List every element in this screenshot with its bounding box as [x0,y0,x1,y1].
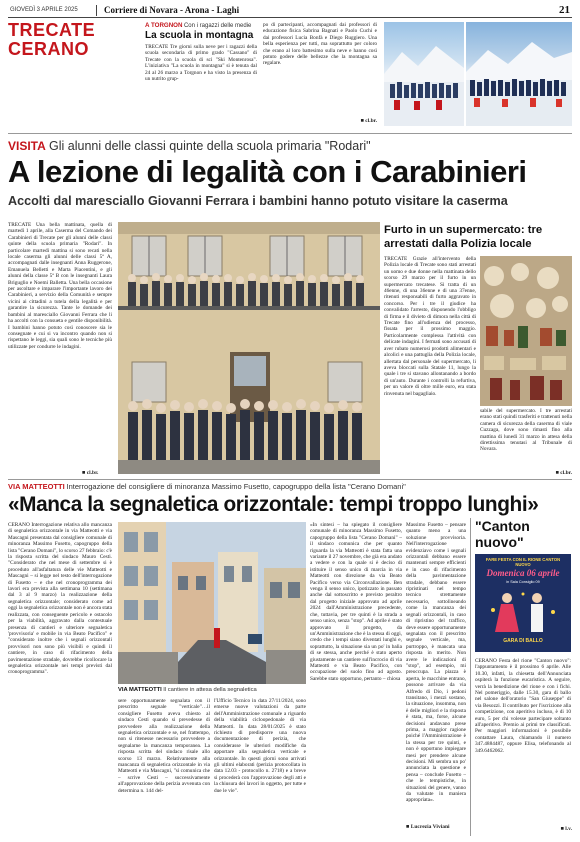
canton-signature: ■ l.v. [560,826,572,832]
canton-poster-dancers [481,590,565,636]
canton-poster-date: Domenica 06 aprile [486,568,560,578]
montagna-title: La scuola in montagna [145,30,254,41]
section-label [8,21,136,67]
matteotti-strap-text: Interrogazione del consigliere di minoranza Massimo Fusetto, capogruppo della lista "Cerano Domani" [66,482,406,491]
matteotti-caption-location: VIA MATTEOTTI [118,687,162,693]
furto-col-2: sabile del supermercato. I tre arrestati erano stati quindi trasferiti e trattenuti nella camera di sicurezza della caserma di viale Cuzzaga, dove sono rimasti fino alla mattina di lunedì 31 marzo in attesa della direttissima tenutasi al Tribunale di Novara. [480,408,572,453]
visita-subtitle: Accolti dal maresciallo Giovanni Ferrara i bambini hanno potuto visitare la caserma [8,194,508,208]
header-page-number: 21 [559,4,570,16]
canton-poster [475,554,571,652]
matteotti-col-3: l'Ufficio Tecnico in data 27/11/2024, sono emerse nuove valutazioni da parte dell'Amministrazione comunale a riguardo della viabilità cicloopedonale di via Matteotti. In data 28/01/2025 è stato richiesto di predisporre una nuova documentazione di perizia, che considerasse le ulteriori modifiche da apportare alla segnaletica verticale e orizzontale. In questi giorni sono arrivati gli ultimi elaborati (perizia protocollata in data 12.03 - protocollo n. 2718) e a breve si procederà con l'approvazione degli atti e la chiusura dei lavori in oggetto, per tutte e due le vie". [214,698,306,794]
section-label-trecate: TRECATE [8,20,96,40]
furto-title: Furto in un supermercato: tre arrestati dalla Polizia locale [384,224,543,250]
matteotti-kicker: VIA MATTEOTTI [8,482,65,491]
visita-title: A lezione di legalità con i Carabinieri [8,154,527,189]
matteotti-title: «Manca la segnaletica orizzontale: tempi troppo lunghi» [8,493,539,516]
matteotti-col-5: Massimo Fusetto – pensare quanto meno a una soluzione provvisoria. Nell'interrogazione evidenziavo come i segnali orizzontali debbano essere mantenuti sempre efficienti e in caso di rifacimento della pavimentazione stradale, debbano essere ripristinati nel tempo tecnico strettamente necessario, sottolineando come la mancanza dei segnali orizzontali, in caso di ripristino del traffico, deve essere opportunamente segnalata con il prescritto segnale verticale, ma, purtroppo, è mancata una risposta in merito. Non avere le indicazioni di "stop", ad esempio, mi preoccupa. La piazza è aperta, le macchine entrano, possono arrivare da via Alfredo di Dio, i pedoni transitano, i mezzi sostano, la situazione, insomma, non è delle migliori e la risposta è stata, ma, forse, alcune decisioni andavano prese prima, a maggior ragione poiché l'Amministrazione è la stessa per tre quinti, e non è opportuno impiegare mesi per prendere alcune decisioni. Mi sembra un po' annunciata la questione e pensa – conclude Fusetto – che le tempistiche, in situazioni del genere, vanno da valutate in maniera appropriata». [406,522,466,804]
montagna-kicker: A TORGNON [145,22,183,29]
montagna-photo-2 [466,22,572,126]
matteotti-photo [118,522,306,684]
matteotti-rule [8,479,572,480]
visita-signature: ■ cl.br. [82,470,99,476]
visita-strap-text: Gli alunni delle classi quinte della scuola primaria "Rodari" [49,139,371,153]
visita-strap [8,138,572,154]
matteotti-col-1: CERANO Interrogazione relativa allo mancanza di segnaletica orizzontale in via Matteotti e via Mascagni presentata dal consigliere comunale di minoranza Massimo Fusetto, capogruppo della lista "Cerano Domani", lo scorso 27 febbraio: c'è la risposta scritta del sindaco Mauro Cesti. "Considerato che nel mese di settembre si è proceduto all'asfaltatura delle vie Matteotti e Mascagni – si legge nel testo dell'interrogazione di Fusetto – e che nel cronoprogramma dei lavori era prevista alla settimana 10 (settimana dal 3 al 9 marzo) la realizzazione della segnaletica orizzontale; considerato come ad oggi la segnaletica orizzontale non è ancora stata realizzata, con conseguente pericolo e ostacolo per la viabilità, aggravato dalla contestuale presenza di cantieri e ulteriore segnaletica 'provvisoria' e mobile in via Beato Pacifico" e "considerato inoltre che i segnali orizzontali provvisori non sono più visibili e quindi il cantiere, in caso di rifacimento della pavimentazione stradale, dovrebbe ricollocare la segnaletica orizzontale nei tempi previsti dal cronoprogramma". [8,522,112,676]
visita-kicker: VISITA [8,139,46,153]
matteotti-caption-text: Il cantiere in attesa della segnaletica [163,687,257,693]
header-paper: Corriere di Novara - Arona - Laghi [104,5,240,15]
canton-title: "Canton nuovo" [475,518,530,550]
furto-signature: ■ cl.br. [555,470,572,476]
montagna-col-1: TRECATE Tre giorni sulla neve per i ragazzi della scuola secondaria di primo grado "Cassano" di Trecate con la scuola di sci "Ski Montenrosa". L'iniziativa "La scuola in montagna" si è tenuta dal 24 al 26 marzo a Torgnon e ha visto la presenza di un nutrito grup- [145,44,257,83]
visita-body: TRECATE Una bella mattinata, quella di martedì 1 aprile, alla Caserma del Comando dei Carabinieri di Trecate per gli alunni delle classi quinte della scuola primaria "Rodari". In particolare martedì mattina si sono recati nella locale caserma gli alunni delle classi 5ª A, accompagnati dalle insegnanti Anna Ruggerone, Emanuela Belletti e Marta Piacentini, e gli alunni della classe 5ª B con le insegnanti Laura Briguglio e Noemi Balletta. Una bella occasione per ascoltare e imparare l'importante lavoro dei Carabinieri, a servizio della Comunità e sempre vicini ai cittadini a tutela della legalità e per garantire la sicurezza. Tante le domande dei bambini al maresciallo Giovanni Ferrara che li ha accolti con la consueta e gentile disponibilità. I bambini hanno potuto così conoscere sia le consegnate e cui si va incontro quando non si rispettano le leggi, sia quali sono le tecniche più utilizzate per condurre le indagini. [8,222,112,350]
canton-box [470,518,572,836]
montagna-signature: ■ cl.br. [360,118,377,124]
header-bar [8,4,572,18]
montagna-subhead: Con i ragazzi delle medie [183,23,252,29]
header-separator [96,5,97,16]
canton-text: CERANO Festa del rione "Canton nuovo": l'appuntamento è il prossimo 6 aprile. Alle 10.30, infatti, la chiesetta dell'Annunciata ospiterà la funzione eucaristica. A seguire, verrà la benedizione del rione e con i fichi. Nel pomeriggio, dalle 15.30, gara di ballo nel salone dell'oratorio "San Giuseppe" di via Besozzi. Il contributo per l'iscrizione alla competizione, con aperitivo incluso, è di 10 euro, 5 per chi volesse partecipare soltanto all'aperitivo. Premio ai primi tre classificati. Per maggiori informazioni è possibile contattare Laura, chiamando il numero 347.4884487, oppure Elisa, telefonando al 349.6462062. [475,658,571,754]
furto-col-1: TRECATE Grazie all'intervento della Polizia locale di Trecate sono stati arrestati un uomo e due donne nella mattinata dello scorso 29 marzo per il furto in un supermercato trecatese. Si tratta di un 46enne, di una 36enne e di una 37enne, ritenuti responsabili di furto aggravato in concorso. Per i tre il giudice ha convalidato l'arresto, disponendo l'obbligo di firma e il divieto di dimora nella città di Trecate fino all'udienza del processo, fissata per il prossimo maggio. Particolarmente complessa l'attività con delicate indagini. I fermati sono accusati di aver rubato numerosi prodotti alimentari e alcolici e una pattuglia della Polizia locale, allertata dal personale del supermercato, li aveva bloccati sulla Statale 11, lungo la quale i tre si stavano allontanando a bordo di un'auto. Durante i controlli la refurtiva, per un valore di oltre mille euro, era stata rinvenuta nel bagagliaio. [384,256,476,397]
canton-poster-sub: in Sala Consiglio 09 [506,580,540,584]
canton-poster-foot: GARA DI BALLO [503,638,543,644]
montagna-photo-1 [384,22,464,126]
visita-rule [8,133,572,134]
section-label-cerano: CERANO [8,39,90,59]
header-date: GIOVEDÌ 3 APRILE 2025 [10,7,78,13]
montagna-article [145,22,377,132]
matteotti-signature: ■ Lucrezia Viviani [406,824,450,830]
matteotti-strap [8,482,572,491]
canton-poster-top: FARE FESTA CON IL RIONE CANTON NUOVO [485,557,561,567]
carabinieri-photo [118,222,380,474]
matteotti-col-4: «In sintesi – ha spiegato il consigliere comunale di minoranza Massimo Fusetto, capogruppo della lista "Cerano Domani" – il sindaco comunica che per quanto riguarda la via Matteotti è stata fatta una variante il 27 novembre, che già era andato a vedere e con la quale si è deciso di istituire il senso unico di marcia in via Matteotti con direzione da via Beato Pacifico verso via Circonvallazione. Ben venga il senso unico, ipotizzato in passato anche dal sottoscritto e previsto peraltro dal progetto iniziale approvato ad aprile 2024 dall'Amministrazione precedente, che, tuttavia, per tre quinti è la strada a senso unico, senza "stop". Ad aprile è stato approvato il progetto, da un'Amministrazione che è la stessa di oggi, credo che i tempi siano diventati lunghi e, soprattutto, la situazione sia un po' in balia di se stessa, anche perché è stato aperto giustamente un cantiere sull'incrocio di via Matteotti e via Beato Pacifico, con occupazione del suolo fino ad agosto. Sarebbe stato opportuno, pertanto – chiosa [310,522,402,682]
furto-photo [480,256,572,406]
matteotti-col-2: sere opportunamente segnalata con il prescritto segnale "verticale"…il consigliere Fusetto aveva chiesto al sindaco Cesti quando si prevedesse di provvedere alla realizzazione della segnaletica orizzontale e se, nel frattempo, non si ritenesse necessario provvedere a segnalarne la mancanza temporanea. La risposta scritta del sindaco risale allo scorso 13 marzo. Relativamente alla mancanza di segnaletica orizzontale in via Matteotti e via Mascagni, "si comunica che – scrive Cesti – successivamente all'approvazione della perizia avvenuta con determina n. 144 del- [118,698,210,794]
montagna-col-2: po di partecipanti, accompagnati dai professori di educazione fisica Sabrina Bagnati e Paolo Cuchi e dai professori Lucia Bonfà e Diego Ruggiero. Una bella esperienza per tutti, ma soprattutto per coloro che erano al loro battesimo sulla neve e hanno così potuto godere delle bellezze che la montagna sa regalare. [263,22,377,67]
matteotti-caption [118,687,306,694]
